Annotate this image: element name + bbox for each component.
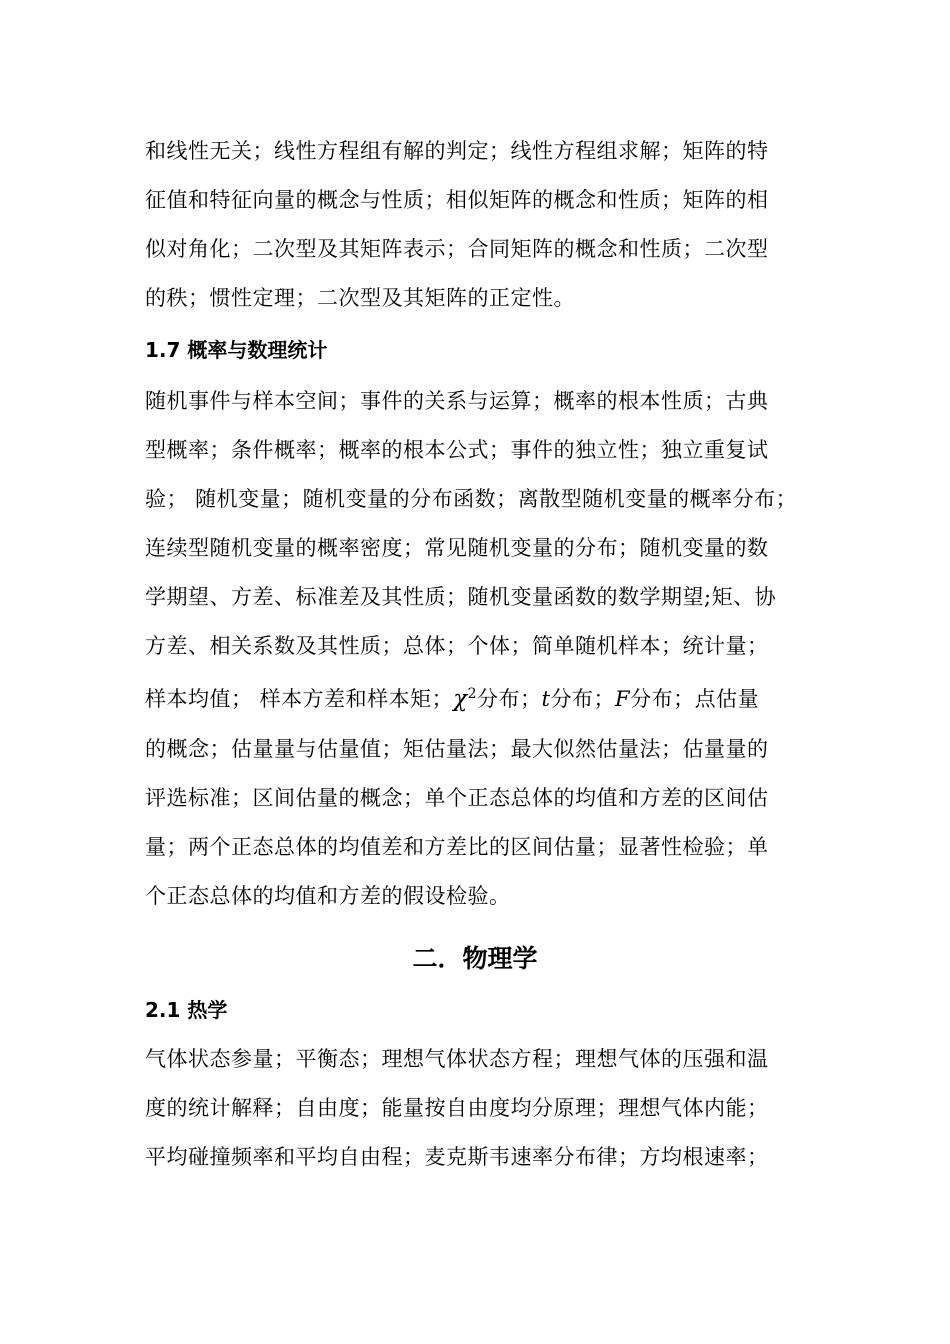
text-line-with-math bbox=[145, 670, 807, 724]
text-line: 随机事件与样本空间；事件的关系与运算；概率的根本性质；古典 bbox=[145, 389, 769, 413]
text-segment: 样本均值； 样本方差和样本矩； bbox=[145, 687, 454, 711]
probability-paragraph bbox=[145, 377, 807, 671]
f-symbol: F bbox=[615, 687, 631, 711]
probability-paragraph-math-line bbox=[145, 670, 807, 724]
text-line: 连续型随机变量的概率密度；常见随机变量的分布；随机变量的数 bbox=[145, 536, 769, 560]
text-segment: 分布； bbox=[550, 687, 615, 711]
text-line: 气体状态参量；平衡态；理想气体状态方程；理想气体的压强和温 bbox=[145, 1047, 769, 1071]
text-line: 学期望、方差、标准差及其性质；随机变量函数的数学期望;矩、协 bbox=[145, 585, 777, 609]
text-segment: 分布；点估量 bbox=[630, 687, 760, 711]
thermodynamics-paragraph bbox=[145, 1035, 807, 1182]
text-line: 和线性无关；线性方程组有解的判定；线性方程组求解；矩阵的特 bbox=[145, 139, 769, 163]
text-line: 验； 随机变量；随机变量的分布函数；离散型随机变量的概率分布； bbox=[145, 487, 798, 511]
probability-paragraph-continued bbox=[145, 725, 807, 921]
linear-algebra-paragraph bbox=[145, 127, 807, 323]
text-line: 的概念；估量量与估量值；矩估量法；最大似然估量法；估量量的 bbox=[145, 737, 769, 761]
text-line: 的秩；惯性定理；二次型及其矩阵的正定性。 bbox=[145, 286, 575, 310]
text-line: 平均碰撞频率和平均自由程；麦克斯韦速率分布律；方均根速率； bbox=[145, 1145, 769, 1169]
chi-symbol: χ bbox=[453, 686, 468, 712]
text-line: 评选标准；区间估量的概念；单个正态总体的均值和方差的区间估 bbox=[145, 786, 769, 810]
text-line: 似对角化；二次型及其矩阵表示；合同矩阵的概念和性质；二次型 bbox=[145, 237, 769, 261]
text-line: 征值和特征向量的概念与性质；相似矩阵的概念和性质；矩阵的相 bbox=[145, 188, 769, 212]
text-line: 型概率；条件概率；概率的根本公式；事件的独立性；独立重复试 bbox=[145, 438, 769, 462]
text-line: 方差、相关系数及其性质；总体；个体；简单随机样本；统计量； bbox=[145, 634, 769, 658]
text-segment: 分布； bbox=[477, 687, 542, 711]
text-line: 量；两个正态总体的均值差和方差比的区间估量；显著性检验；单 bbox=[145, 835, 769, 859]
text-line: 度的统计解释；自由度；能量按自由度均分原理；理想气体内能； bbox=[145, 1096, 769, 1120]
section-heading-2-1: 2.1 热学 bbox=[145, 998, 228, 1022]
section-heading-1-7: 1.7 概率与数理统计 bbox=[145, 338, 328, 362]
text-line: 个正态总体的均值和方差的假设检验。 bbox=[145, 884, 511, 908]
chi-superscript: 2 bbox=[467, 686, 478, 702]
part-title-physics: 二．物理学 bbox=[412, 944, 538, 973]
t-symbol: t bbox=[541, 687, 551, 711]
